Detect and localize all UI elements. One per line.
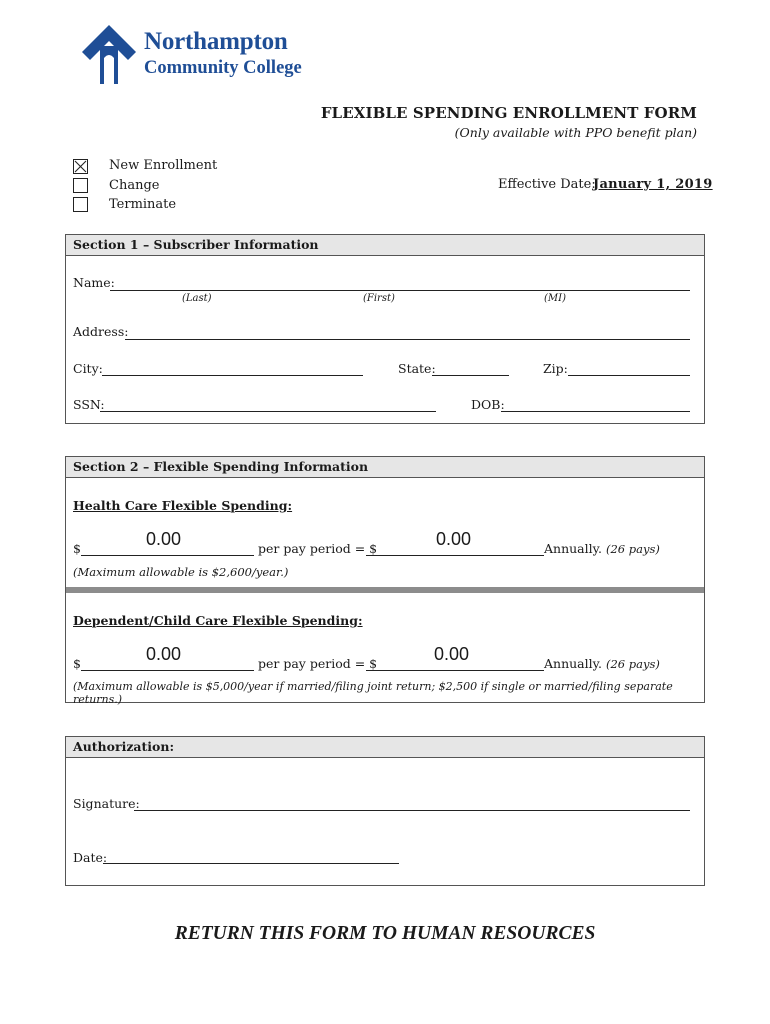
ssn-label: SSN: xyxy=(73,397,105,412)
dob-label: DOB: xyxy=(471,397,505,412)
zip-field[interactable] xyxy=(568,375,690,376)
authorization-section xyxy=(65,736,705,886)
health-annual-amount[interactable]: 0.00 xyxy=(436,529,472,549)
address-field[interactable] xyxy=(125,339,690,340)
zip-label: Zip: xyxy=(543,361,568,376)
section-1-header: Section 1 – Subscriber Information xyxy=(66,235,704,256)
signature-label: Signature: xyxy=(73,796,140,811)
section-2-header: Section 2 – Flexible Spending Information xyxy=(66,457,704,478)
health-per-pay-text: per pay period = $ xyxy=(258,541,378,556)
health-per-pay-amount[interactable]: 0.00 xyxy=(146,529,182,549)
logo-subtitle: Community College xyxy=(144,58,302,78)
effective-date-value: January 1, 2019 xyxy=(593,177,713,192)
health-annually-label: Annually. xyxy=(544,541,603,556)
signature-field[interactable] xyxy=(134,810,690,811)
health-annual-field[interactable] xyxy=(366,555,544,556)
section-divider xyxy=(66,587,704,593)
effective-date-label: Effective Date: xyxy=(498,177,596,192)
health-annually-text xyxy=(544,541,660,556)
dependent-per-pay-amount[interactable]: 0.00 xyxy=(146,644,182,664)
change-checkbox[interactable] xyxy=(73,178,88,193)
health-dollar-sign: $ xyxy=(73,541,81,556)
health-max-note: (Maximum allowable is $2,600/year.) xyxy=(73,565,289,579)
section-1-subscriber xyxy=(65,234,705,424)
name-label: Name: xyxy=(73,275,115,290)
terminate-checkbox[interactable] xyxy=(73,197,88,212)
health-per-pay-field[interactable] xyxy=(81,555,254,556)
dependent-per-pay-field[interactable] xyxy=(81,670,254,671)
dependent-per-pay-text: per pay period = $ xyxy=(258,656,378,671)
authorization-header: Authorization: xyxy=(66,737,704,758)
date-label: Date: xyxy=(73,850,108,865)
health-pays-note: (26 pays) xyxy=(606,542,660,556)
ssn-field[interactable] xyxy=(100,411,436,412)
last-name-caption: (Last) xyxy=(182,293,212,304)
form-subtitle: (Only available with PPO benefit plan) xyxy=(454,125,697,140)
address-label: Address: xyxy=(73,324,129,339)
dependent-max-note: (Maximum allowable is $5,000/year if married/filing joint return; $2,500 if single or married/filing separate returns.) xyxy=(73,680,673,706)
city-field[interactable] xyxy=(102,375,363,376)
dob-field[interactable] xyxy=(501,411,690,412)
dependent-annually-text xyxy=(544,656,660,671)
change-label: Change xyxy=(109,178,160,193)
logo-name: Northampton xyxy=(144,28,288,55)
form-title: FLEXIBLE SPENDING ENROLLMENT FORM xyxy=(320,104,697,122)
date-field[interactable] xyxy=(103,863,399,864)
name-field[interactable] xyxy=(110,290,690,291)
dependent-annually-label: Annually. xyxy=(544,656,603,671)
terminate-label: Terminate xyxy=(109,197,177,212)
dependent-annual-field[interactable] xyxy=(366,670,544,671)
middle-initial-caption: (MI) xyxy=(544,293,566,304)
section-2-flexible-spending xyxy=(65,456,705,706)
dependent-dollar-sign: $ xyxy=(73,656,81,671)
city-label: City: xyxy=(73,361,103,376)
dependent-annual-amount[interactable]: 0.00 xyxy=(434,644,470,664)
ncc-logo-icon xyxy=(78,22,140,86)
dependent-pays-note: (26 pays) xyxy=(606,657,660,671)
new-enrollment-checkbox[interactable] xyxy=(73,159,88,174)
state-label: State: xyxy=(398,361,436,376)
new-enrollment-label: New Enrollment xyxy=(109,158,218,173)
state-field[interactable] xyxy=(432,375,509,376)
first-name-caption: (First) xyxy=(363,293,395,304)
return-instruction: RETURN THIS FORM TO HUMAN RESOURCES xyxy=(174,923,596,944)
dependent-care-heading: Dependent/Child Care Flexible Spending: xyxy=(73,613,363,628)
health-care-heading: Health Care Flexible Spending: xyxy=(73,498,293,513)
